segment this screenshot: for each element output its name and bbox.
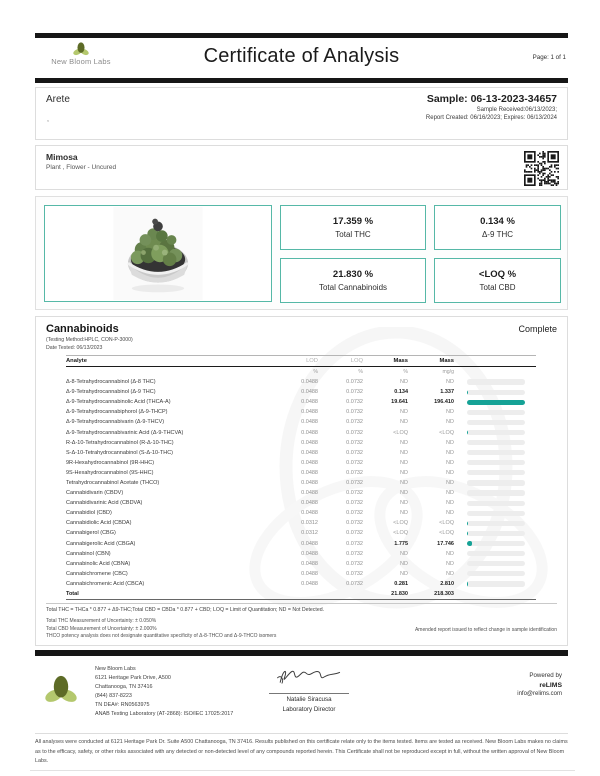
analyte-cell: Cannabigerolic Acid (CBGA) bbox=[66, 540, 136, 547]
loq-cell: 0.0732 bbox=[346, 530, 363, 537]
mass-bar-track bbox=[467, 571, 525, 576]
lod-cell: 0.0312 bbox=[301, 520, 318, 527]
mass-pct-cell: ND bbox=[400, 469, 408, 476]
mass-pct-cell: ND bbox=[400, 500, 408, 507]
metric-label: Total Cannabinoids bbox=[318, 283, 388, 293]
loq-cell: 0.0732 bbox=[346, 510, 363, 517]
mass-pct-cell: ND bbox=[400, 560, 408, 567]
address-line: Chattanooga, TN 37416 bbox=[95, 683, 153, 690]
address-line: TN DEA#: RN0563975 bbox=[95, 701, 150, 708]
table-row bbox=[66, 427, 536, 437]
loq-cell: 0.0732 bbox=[346, 459, 363, 466]
analyte-cell: Cannabidivarinic Acid (CBDVA) bbox=[66, 500, 143, 507]
lod-cell: 0.0488 bbox=[301, 500, 318, 507]
amended-note: Amended report issued to reflect change in sample identification bbox=[414, 626, 557, 633]
analyte-cell: Tetrahydrocannabinol Acetate (THCO) bbox=[66, 479, 160, 486]
lod-cell: 0.0488 bbox=[301, 540, 318, 547]
mass-pct-cell: ND bbox=[400, 459, 408, 466]
bar-cell bbox=[454, 450, 536, 455]
mass-mg-cell: ND bbox=[446, 459, 454, 466]
bar-cell bbox=[454, 501, 536, 506]
report-footer bbox=[35, 663, 568, 729]
loq-cell: 0.0732 bbox=[346, 500, 363, 507]
analyte-cell: Cannabichromenic Acid (CBCA) bbox=[66, 580, 145, 587]
loq-cell: 0.0732 bbox=[346, 449, 363, 456]
metric-total-thc bbox=[280, 205, 426, 250]
page-title: Certificate of Analysis bbox=[203, 45, 400, 67]
mass-pct-cell: ND bbox=[400, 490, 408, 497]
bottom-rule bbox=[30, 770, 575, 771]
metric-value: <LOQ % bbox=[478, 268, 517, 280]
signature-icon bbox=[273, 665, 345, 687]
lod-cell: 0.0488 bbox=[301, 490, 318, 497]
metric-value: 17.359 % bbox=[332, 215, 374, 227]
mass-bar bbox=[467, 541, 472, 546]
mass-bar-track bbox=[467, 410, 525, 415]
bar-cell bbox=[454, 581, 536, 586]
lod-cell: 0.0488 bbox=[301, 459, 318, 466]
bar-cell bbox=[454, 470, 536, 475]
col-lod: LOD bbox=[306, 358, 318, 364]
mass-mg-cell: 196.410 bbox=[434, 399, 454, 406]
table-row bbox=[66, 417, 536, 427]
mass-mg-cell: ND bbox=[446, 560, 454, 567]
mass-mg-cell: <LOQ bbox=[439, 429, 454, 436]
mass-pct-cell: 21.830 bbox=[391, 590, 408, 597]
loq-cell: 0.0732 bbox=[346, 520, 363, 527]
mass-bar-track bbox=[467, 581, 525, 586]
address-line: New Bloom Labs bbox=[95, 666, 136, 672]
sample-meta bbox=[426, 93, 557, 121]
lod-cell: 0.0488 bbox=[301, 399, 318, 406]
mass-bar-track bbox=[467, 490, 525, 495]
analyte-cell: S-Δ-10-Tetrahydrocannabinol (S-Δ-10-THC) bbox=[66, 449, 173, 456]
bar-cell bbox=[454, 430, 536, 435]
mass-pct-cell: 0.281 bbox=[394, 580, 408, 587]
metric-value: 21.830 % bbox=[332, 268, 374, 280]
table-row bbox=[66, 458, 536, 468]
analyte-cell: 9S-Hexahydrocannabinol (9S-HHC) bbox=[66, 469, 154, 476]
cannabinoid-table-body bbox=[66, 377, 536, 600]
address-line: (844) 837-8223 bbox=[95, 692, 132, 699]
table-row bbox=[66, 508, 536, 518]
table-row bbox=[66, 478, 536, 488]
results-summary bbox=[35, 196, 568, 310]
metric-label: Δ-9 THC bbox=[481, 230, 514, 240]
bar-cell bbox=[454, 541, 536, 546]
date-tested: Date Tested: 06/13/2023 bbox=[46, 345, 103, 351]
mass-mg-cell: <LOQ bbox=[439, 530, 454, 537]
mass-mg-cell: <LOQ bbox=[439, 520, 454, 527]
mass-bar bbox=[467, 390, 468, 395]
mass-mg-cell: ND bbox=[446, 479, 454, 486]
lod-cell: 0.0488 bbox=[301, 510, 318, 517]
mass-pct-cell: 19.641 bbox=[391, 399, 408, 406]
table-row bbox=[66, 387, 536, 397]
loq-cell: 0.0732 bbox=[346, 429, 363, 436]
client-note: , bbox=[47, 116, 49, 123]
table-row bbox=[66, 569, 536, 579]
lod-cell: 0.0488 bbox=[301, 570, 318, 577]
bar-cell bbox=[454, 531, 536, 536]
loq-cell: 0.0732 bbox=[346, 580, 363, 587]
bar-cell bbox=[454, 420, 536, 425]
address-line: ANAB Testing Laboratory (AT-2868): ISO/IEC 17025:2017 bbox=[95, 710, 234, 717]
mass-pct-cell: 1.775 bbox=[394, 540, 408, 547]
mass-pct-cell: ND bbox=[400, 409, 408, 416]
powered-by-email: info@relims.com bbox=[517, 691, 562, 697]
mass-bar bbox=[467, 521, 468, 526]
client-info-box bbox=[35, 87, 568, 140]
report-created: Report Created: 06/16/2023; Expires: 06/13/2024 bbox=[425, 115, 557, 122]
mass-pct-cell: ND bbox=[400, 439, 408, 446]
table-row bbox=[66, 518, 536, 528]
mass-mg-cell: 1.337 bbox=[440, 389, 454, 396]
mass-bar-track bbox=[467, 390, 525, 395]
lod-cell: 0.0488 bbox=[301, 409, 318, 416]
cannabinoids-title-row bbox=[46, 323, 557, 335]
metric-total-cannabinoids bbox=[280, 258, 426, 303]
note-line: THCO potency analysis does not designate quantitative specificity of Δ-8-THCO and Δ-9-THCO isomers bbox=[46, 633, 277, 640]
table-row bbox=[66, 438, 536, 448]
section-status: Complete bbox=[518, 324, 557, 334]
table-row bbox=[66, 488, 536, 498]
mass-mg-cell: ND bbox=[446, 500, 454, 507]
loq-cell: 0.0732 bbox=[346, 570, 363, 577]
mass-bar-track bbox=[467, 420, 525, 425]
mass-mg-cell: 17.746 bbox=[437, 540, 454, 547]
sample-type: Plant , Flower - Uncured bbox=[46, 164, 117, 171]
loq-cell: 0.0732 bbox=[346, 409, 363, 416]
powered-by-block bbox=[517, 672, 562, 697]
mass-mg-cell: ND bbox=[446, 490, 454, 497]
table-row bbox=[66, 448, 536, 458]
table-row bbox=[66, 549, 536, 559]
bar-cell bbox=[454, 561, 536, 566]
top-rule bbox=[35, 33, 568, 38]
table-row bbox=[66, 539, 536, 549]
mass-bar-track bbox=[467, 430, 525, 435]
mass-mg-cell: 2.810 bbox=[440, 580, 454, 587]
mass-pct-cell: ND bbox=[400, 449, 408, 456]
mass-bar-track bbox=[467, 561, 525, 566]
mass-mg-cell: ND bbox=[446, 379, 454, 386]
client-name: Arete bbox=[46, 94, 70, 105]
loq-cell: 0.0732 bbox=[346, 490, 363, 497]
qr-code bbox=[524, 151, 559, 186]
mass-pct-cell: ND bbox=[400, 419, 408, 426]
table-row bbox=[66, 407, 536, 417]
mass-pct-cell: <LOQ bbox=[393, 429, 408, 436]
mass-pct-cell: ND bbox=[400, 379, 408, 386]
loq-cell: 0.0732 bbox=[346, 540, 363, 547]
lod-cell: 0.0488 bbox=[301, 389, 318, 396]
powered-by-label: Powered by bbox=[529, 672, 562, 679]
metric-label: Total CBD bbox=[479, 283, 516, 293]
mass-pct-cell: ND bbox=[400, 570, 408, 577]
table-row bbox=[66, 559, 536, 569]
mass-bar-track bbox=[467, 379, 525, 384]
loq-cell: 0.0732 bbox=[346, 379, 363, 386]
loq-cell: 0.0732 bbox=[346, 439, 363, 446]
notes-row bbox=[46, 618, 557, 641]
lab-address bbox=[95, 665, 260, 718]
table-row bbox=[66, 498, 536, 508]
mass-mg-cell: ND bbox=[446, 510, 454, 517]
metric-d9-thc bbox=[434, 205, 561, 250]
col-mass-mg: Mass bbox=[439, 358, 454, 364]
col-analyte: Analyte bbox=[66, 358, 87, 364]
loq-cell: 0.0732 bbox=[346, 479, 363, 486]
lod-cell: 0.0488 bbox=[301, 550, 318, 557]
cannabinoids-section bbox=[35, 316, 568, 646]
mass-mg-cell: ND bbox=[446, 439, 454, 446]
mass-bar-track bbox=[467, 511, 525, 516]
mass-bar bbox=[467, 400, 525, 405]
analyte-cell: Cannabichromene (CBC) bbox=[66, 570, 128, 577]
lod-cell: 0.0488 bbox=[301, 439, 318, 446]
bar-cell bbox=[454, 571, 536, 576]
lod-cell: 0.0488 bbox=[301, 469, 318, 476]
qr-code-image bbox=[524, 151, 559, 186]
mass-mg-cell: ND bbox=[446, 550, 454, 557]
header-rule bbox=[35, 78, 568, 83]
analyte-cell: 9R-Hexahydrocannabinol (9R-HHC) bbox=[66, 459, 155, 466]
cannabinoid-table bbox=[66, 355, 536, 600]
signature-image bbox=[269, 665, 349, 694]
note-line: Total THC Measurement of Uncertainty: ± 0.050% bbox=[46, 617, 157, 624]
mass-mg-cell: 218.303 bbox=[434, 590, 454, 597]
mass-pct-cell: <LOQ bbox=[393, 520, 408, 527]
analyte-cell: Cannabidiolic Acid (CBDA) bbox=[66, 520, 132, 527]
analyte-cell: Cannabinol (CBN) bbox=[66, 550, 111, 557]
lod-cell: 0.0488 bbox=[301, 479, 318, 486]
lod-cell: 0.0488 bbox=[301, 429, 318, 436]
disclaimer-text: All analyses were conducted at 6121 Heritage Park Dr. Suite A500 Chattanooga, TN 37416. Results published on this certificate relate only to the items tested. Items are tested as received. New Bloom Labs makes no claims as to the efficacy, safety, or other risks associated with any detected or non-detected level of any compounds reported herein. This Certificate shall not be reproduced except in full, without the written approval of New Bloom Labs. bbox=[35, 739, 568, 765]
sample-received: Sample Received:06/13/2023; bbox=[476, 107, 557, 114]
analyte-cell: Δ-9-Tetrahydrocannabiphorol (Δ-9-THCP) bbox=[66, 409, 168, 416]
table-row bbox=[66, 468, 536, 478]
lod-cell: 0.0488 bbox=[301, 580, 318, 587]
bar-cell bbox=[454, 440, 536, 445]
mass-pct-cell: 0.134 bbox=[394, 389, 408, 396]
lab-logo-text: New Bloom Labs bbox=[51, 57, 111, 66]
bar-cell bbox=[454, 480, 536, 485]
mass-mg-cell: ND bbox=[446, 449, 454, 456]
analyte-cell: Total bbox=[66, 590, 79, 597]
bar-cell bbox=[454, 390, 536, 395]
sample-info-box bbox=[35, 145, 568, 190]
table-units-row bbox=[66, 367, 536, 377]
mass-bar-track bbox=[467, 400, 525, 405]
mass-bar-track bbox=[467, 551, 525, 556]
lod-cell: 0.0488 bbox=[301, 560, 318, 567]
analyte-cell: Δ-9-Tetrahydrocannabinol (Δ-9 THC) bbox=[66, 389, 156, 396]
signer-name: Natalie Siracusa bbox=[286, 696, 332, 703]
mass-mg-cell: ND bbox=[446, 409, 454, 416]
table-row bbox=[66, 377, 536, 387]
mass-pct-cell: <LOQ bbox=[393, 530, 408, 537]
loq-cell: 0.0732 bbox=[346, 399, 363, 406]
bar-cell bbox=[454, 551, 536, 556]
lod-cell: 0.0488 bbox=[301, 379, 318, 386]
section-title: Cannabinoids bbox=[46, 323, 119, 335]
uncertainty-notes bbox=[46, 618, 276, 641]
mass-bar bbox=[467, 430, 468, 435]
footer-divider bbox=[35, 733, 568, 734]
analyte-cell: Cannabigerol (CBG) bbox=[66, 530, 116, 537]
mass-bar-track bbox=[467, 541, 525, 546]
signature-block bbox=[253, 665, 365, 713]
testing-method: (Testing Method:HPLC, CON-P-3000) bbox=[46, 337, 133, 343]
metric-label: Total THC bbox=[335, 230, 371, 240]
mass-bar-track bbox=[467, 470, 525, 475]
mass-bar-track bbox=[467, 460, 525, 465]
mass-bar-track bbox=[467, 440, 525, 445]
loq-cell: 0.0732 bbox=[346, 560, 363, 567]
col-loq: LOQ bbox=[350, 358, 363, 364]
loq-cell: 0.0732 bbox=[346, 469, 363, 476]
table-footnote: Total THC = THCa * 0.877 + Δ9-THC;Total CBD = CBDa * 0.877 + CBD; LOQ = Limit of Quantitation; ND = Not Detected. bbox=[46, 603, 557, 613]
sample-photo-box bbox=[44, 205, 272, 302]
unit-loq: % bbox=[358, 369, 363, 375]
analyte-cell: Δ-9-Tetrahydrocannabinolic Acid (THCA-A) bbox=[66, 399, 171, 406]
mass-bar-track bbox=[467, 501, 525, 506]
loq-cell: 0.0732 bbox=[346, 419, 363, 426]
table-header-row bbox=[66, 355, 536, 367]
mass-mg-cell: ND bbox=[446, 469, 454, 476]
signer-title: Laboratory Director bbox=[282, 706, 336, 713]
lod-cell: 0.0488 bbox=[301, 419, 318, 426]
mass-bar-track bbox=[467, 480, 525, 485]
loq-cell: 0.0732 bbox=[346, 389, 363, 396]
address-line: 6121 Heritage Park Drive, A500 bbox=[95, 674, 171, 681]
mass-pct-cell: ND bbox=[400, 510, 408, 517]
bar-cell bbox=[454, 410, 536, 415]
bar-cell bbox=[454, 511, 536, 516]
table-row bbox=[66, 397, 536, 407]
metric-total-cbd bbox=[434, 258, 561, 303]
bar-cell bbox=[454, 379, 536, 384]
mass-pct-cell: ND bbox=[400, 550, 408, 557]
mass-mg-cell: ND bbox=[446, 570, 454, 577]
analyte-cell: Δ-9-Tetrahydrocannabivarin (Δ-9-THCV) bbox=[66, 419, 165, 426]
metric-value: 0.134 % bbox=[480, 215, 515, 227]
bar-cell bbox=[454, 460, 536, 465]
sample-name: Mimosa bbox=[46, 152, 78, 162]
unit-mass-pct: % bbox=[403, 369, 408, 375]
mass-pct-cell: ND bbox=[400, 479, 408, 486]
mass-mg-cell: ND bbox=[446, 419, 454, 426]
mass-bar-track bbox=[467, 521, 525, 526]
footer-logo-icon bbox=[43, 673, 79, 704]
bar-cell bbox=[454, 400, 536, 405]
analyte-cell: Cannabidiol (CBD) bbox=[66, 510, 112, 517]
mass-bar bbox=[467, 531, 468, 536]
report-header bbox=[35, 40, 568, 76]
table-row bbox=[66, 528, 536, 538]
table-total-row bbox=[66, 589, 536, 600]
lod-cell: 0.0488 bbox=[301, 449, 318, 456]
cannabinoids-content bbox=[46, 323, 557, 641]
col-mass-pct: Mass bbox=[393, 358, 408, 364]
loq-cell: 0.0732 bbox=[346, 550, 363, 557]
bar-cell bbox=[454, 521, 536, 526]
lod-cell: 0.0312 bbox=[301, 530, 318, 537]
sample-id: Sample: 06-13-2023-34657 bbox=[426, 93, 557, 105]
table-row bbox=[66, 579, 536, 589]
note-line: Total CBD Measurement of Uncertainty: ± 2.000% bbox=[46, 625, 157, 632]
bar-cell bbox=[454, 490, 536, 495]
analyte-cell: Cannabinolic Acid (CBNA) bbox=[66, 560, 131, 567]
sample-photo bbox=[112, 207, 204, 300]
mass-bar-track bbox=[467, 450, 525, 455]
analyte-cell: R-Δ-10-Tetrahydrocannabinol (R-Δ-10-THC) bbox=[66, 439, 174, 446]
footer-rule bbox=[35, 650, 568, 656]
analyte-cell: Δ-8-Tetrahydrocannabinol (Δ-8 THC) bbox=[66, 379, 156, 386]
analyte-cell: Cannabidivarin (CBDV) bbox=[66, 490, 124, 497]
unit-lod: % bbox=[313, 369, 318, 375]
unit-mass-mg: mg/g bbox=[442, 369, 454, 375]
powered-by-brand: reLIMS bbox=[539, 681, 562, 689]
mass-bar bbox=[467, 581, 468, 586]
mass-bar-track bbox=[467, 531, 525, 536]
page-number: Page: 1 of 1 bbox=[532, 54, 566, 61]
analyte-cell: Δ-9-Tetrahydrocannabivarinic Acid (Δ-9-THCVA) bbox=[66, 429, 184, 436]
